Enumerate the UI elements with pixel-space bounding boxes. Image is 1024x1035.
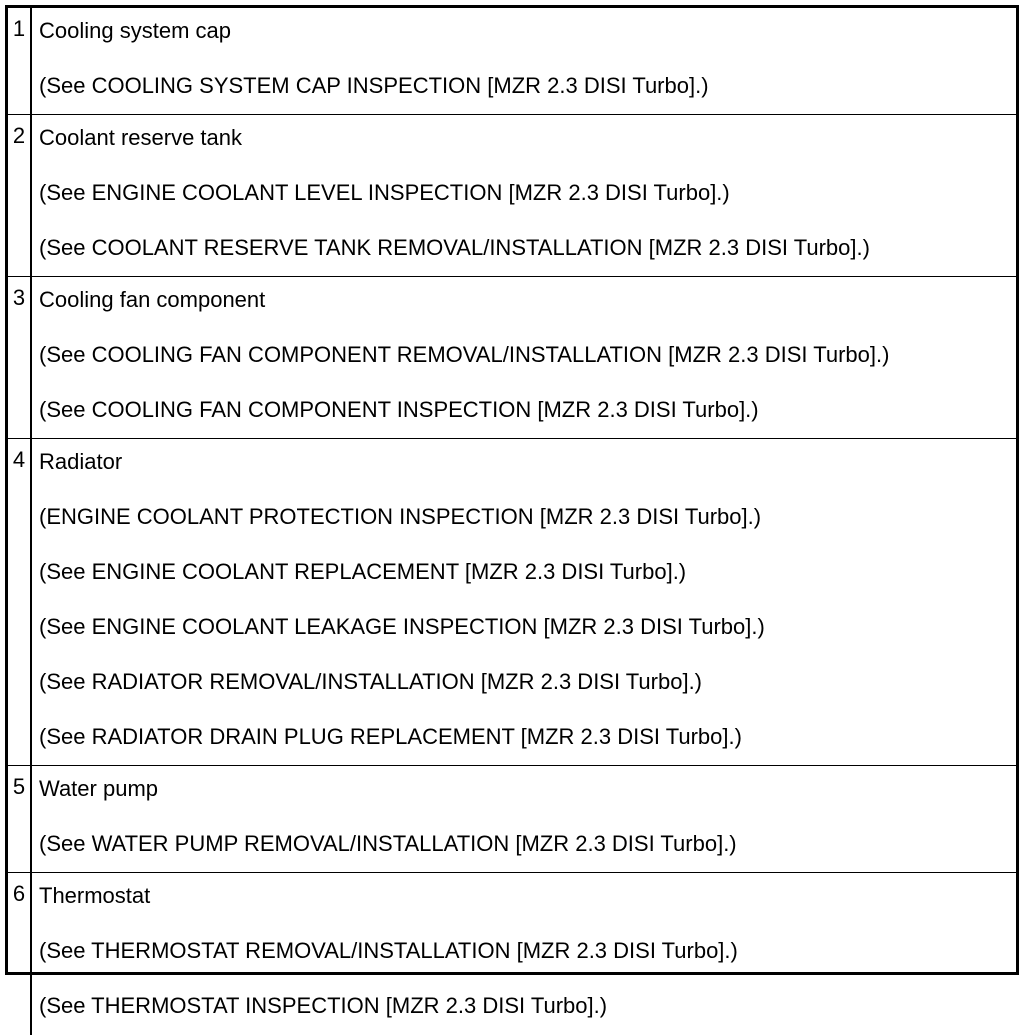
procedure-reference: (See RADIATOR DRAIN PLUG REPLACEMENT [MZR 2.3 DISI Turbo].)	[39, 724, 742, 749]
component-name: Thermostat	[39, 883, 151, 908]
procedure-reference: (See THERMOSTAT INSPECTION [MZR 2.3 DISI Turbo].)	[39, 993, 608, 1018]
procedure-reference: (See ENGINE COOLANT REPLACEMENT [MZR 2.3 DISI Turbo].)	[39, 559, 687, 584]
row-number: 2	[8, 115, 32, 276]
component-name: Cooling fan component	[39, 287, 266, 312]
table-row	[8, 277, 1016, 439]
procedure-reference: (See THERMOSTAT REMOVAL/INSTALLATION [MZR 2.3 DISI Turbo].)	[39, 938, 738, 963]
procedure-reference: (See WATER PUMP REMOVAL/INSTALLATION [MZR 2.3 DISI Turbo].)	[39, 831, 737, 856]
table-body	[8, 8, 1016, 1018]
procedure-reference: (ENGINE COOLANT PROTECTION INSPECTION [MZR 2.3 DISI Turbo].)	[39, 504, 762, 529]
row-content	[39, 8, 1016, 114]
row-number: 5	[8, 766, 32, 872]
procedure-reference: (See COOLING SYSTEM CAP INSPECTION [MZR 2.3 DISI Turbo].)	[39, 73, 709, 98]
row-content	[39, 277, 1016, 438]
component-name: Water pump	[39, 776, 159, 801]
procedure-reference: (See ENGINE COOLANT LEVEL INSPECTION [MZR 2.3 DISI Turbo].)	[39, 180, 730, 205]
procedure-reference: (See RADIATOR REMOVAL/INSTALLATION [MZR 2.3 DISI Turbo].)	[39, 669, 703, 694]
table-row	[8, 873, 1016, 1035]
table-row	[8, 766, 1016, 873]
table-row	[8, 115, 1016, 277]
component-name: Radiator	[39, 449, 123, 474]
row-content	[39, 115, 1016, 276]
component-name: Coolant reserve tank	[39, 125, 242, 150]
row-content	[39, 766, 1016, 872]
row-number: 1	[8, 8, 32, 114]
table-row	[8, 439, 1016, 766]
procedure-reference: (See ENGINE COOLANT LEAKAGE INSPECTION [MZR 2.3 DISI Turbo].)	[39, 614, 765, 639]
row-number: 3	[8, 277, 32, 438]
row-content	[39, 873, 1016, 1035]
component-reference-table	[5, 5, 1019, 1018]
procedure-reference: (See COOLING FAN COMPONENT INSPECTION [MZR 2.3 DISI Turbo].)	[39, 397, 759, 422]
row-number: 6	[8, 873, 32, 1035]
row-number: 4	[8, 439, 32, 765]
row-content	[39, 439, 1016, 765]
procedure-reference: (See COOLING FAN COMPONENT REMOVAL/INSTALLATION [MZR 2.3 DISI Turbo].)	[39, 342, 890, 367]
procedure-reference: (See COOLANT RESERVE TANK REMOVAL/INSTALLATION [MZR 2.3 DISI Turbo].)	[39, 235, 870, 260]
table-row	[8, 8, 1016, 115]
component-name: Cooling system cap	[39, 18, 231, 43]
